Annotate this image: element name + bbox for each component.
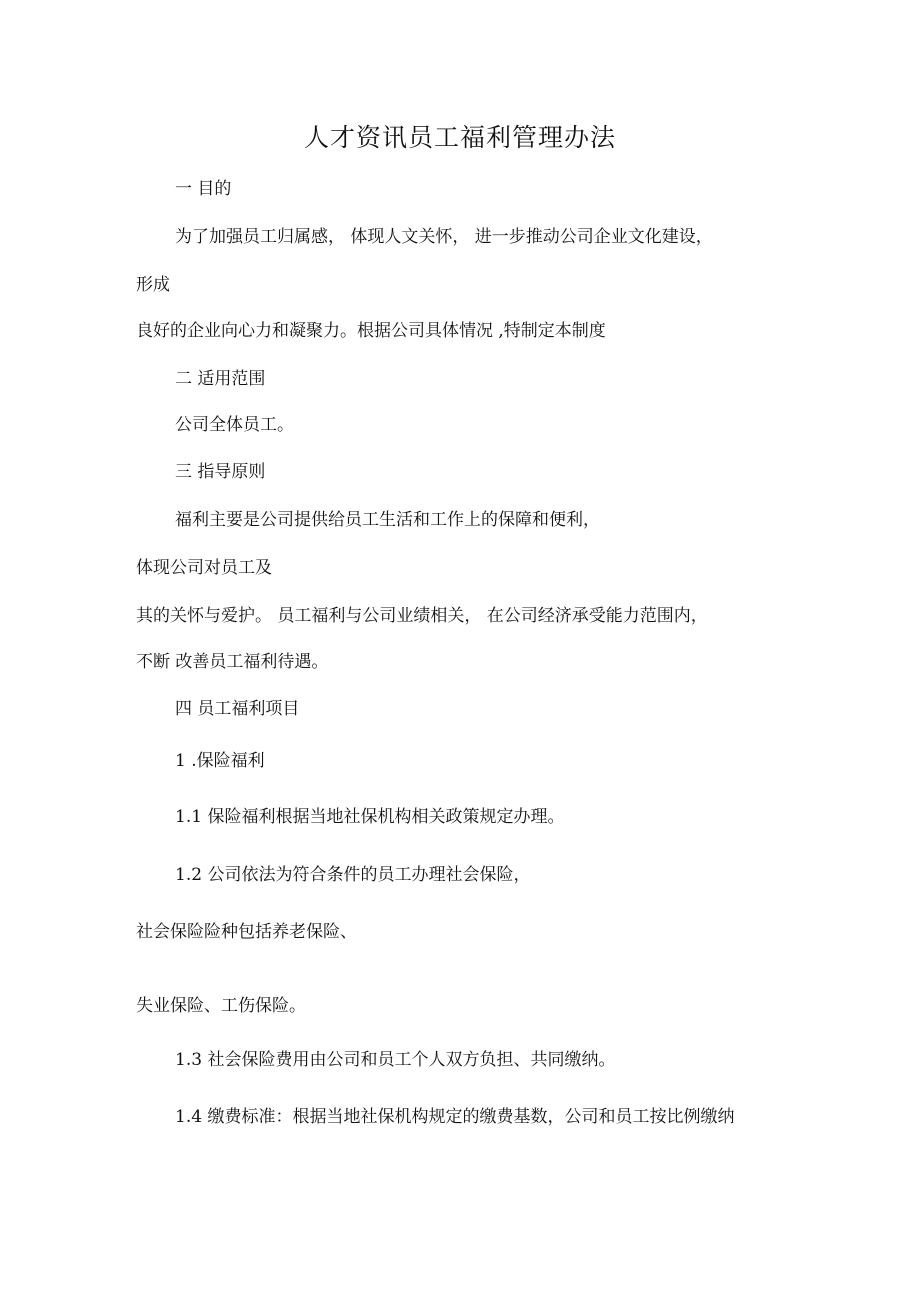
clause-line: 1.4 缴费标准：根据当地社保机构规定的缴费基数，公司和员工按比例缴纳 (175, 1107, 735, 1127)
paragraph-line: 不断 改善员工福利待遇。 (136, 652, 329, 672)
section-heading-purpose: 一 目的 (175, 179, 232, 199)
paragraph-line: 体现公司对员工及 (136, 558, 272, 578)
clause-line: 1.1 保险福利根据当地社保机构相关政策规定办理。 (175, 807, 565, 827)
paragraph-line: 其的关怀与爱护。 员工福利与公司业绩相关， 在公司经济承受能力范围内， (136, 606, 708, 626)
section-heading-principles: 三 指导原则 (175, 462, 266, 482)
section-heading-scope: 二 适用范围 (175, 369, 266, 389)
clause-line: 1.3 社会保险费用由公司和员工个人双方负担、共同缴纳。 (175, 1050, 616, 1070)
subheading-insurance: 1 .保险福利 (175, 751, 265, 771)
paragraph-line: 形成 (136, 275, 170, 295)
paragraph-line: 失业保险、工伤保险。 (136, 996, 306, 1016)
paragraph-line: 社会保险险种包括养老保险、 (136, 922, 357, 942)
paragraph-line: 良好的企业向心力和凝聚力。根据公司具体情况 ,特制定本制度 (136, 321, 606, 341)
clause-line: 1.2 公司依法为符合条件的员工办理社会保险， (175, 865, 531, 885)
paragraph-line: 为了加强员工归属感， 体现人文关怀， 进一步推动公司企业文化建设， (175, 227, 713, 247)
section-heading-benefit-items: 四 员工福利项目 (175, 699, 300, 719)
document-title: 人才资讯员工福利管理办法 (303, 123, 616, 152)
paragraph-line: 福利主要是公司提供给员工生活和工作上的保障和便利， (175, 510, 600, 530)
paragraph-line: 公司全体员工。 (175, 415, 294, 435)
